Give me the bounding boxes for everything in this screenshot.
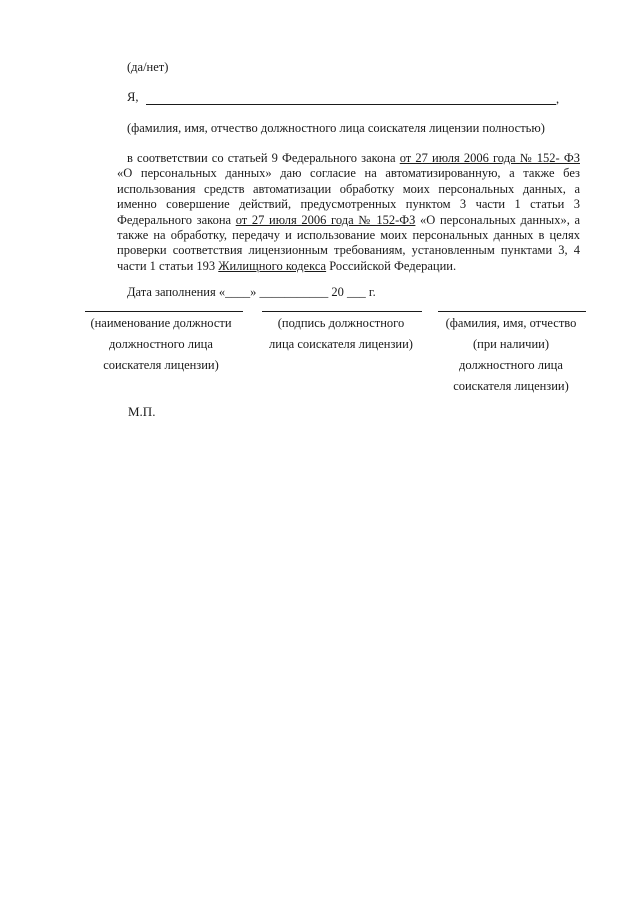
fill-date-suffix: г. bbox=[368, 285, 376, 299]
full-name-caption-line: (при наличии) bbox=[472, 337, 550, 351]
consent-paragraph bbox=[117, 151, 580, 274]
position-caption bbox=[78, 313, 244, 376]
yes-no-label: (да/нет) bbox=[127, 60, 169, 74]
fill-date-year-prefix: 20 bbox=[331, 285, 344, 299]
consent-text-part-1: в соответствии со статьей 9 Федерального закона bbox=[127, 151, 400, 165]
fill-date-close-quote: » bbox=[250, 285, 257, 299]
position-signature-line bbox=[85, 311, 243, 312]
full-name-caption-line: должностного лица bbox=[459, 358, 563, 372]
law-reference-link: от 27 июля 2006 года № 152- ФЗ bbox=[399, 151, 580, 165]
signature-caption-line: лица соискателя лицензии) bbox=[269, 337, 413, 351]
full-name-signature-line bbox=[438, 311, 586, 312]
fill-date-label: Дата заполнения « bbox=[127, 285, 226, 299]
law-reference-link: от 27 июля 2006 года № 152-ФЗ bbox=[235, 212, 416, 227]
fill-date-month: ___________ bbox=[259, 285, 329, 299]
consent-text bbox=[117, 151, 580, 274]
consent-text-part-2: «О персональных данных» даю согласие на автоматизированную, а также без использования средств автоматизации обработку моих персональных данных, а именно совершение действий, предусмотренных пунктом 3 части 1 статьи 3 Федерального закона bbox=[117, 166, 580, 227]
consent-text-part-3: «О персональных данных», а также на обработку, передачу и использование моих персональных данных в целях проверки соответствия лицензионным требованиям, установленным пунктами 3, 4 части 1 статьи 193 bbox=[117, 212, 581, 273]
fill-date-year: ___ bbox=[347, 285, 366, 299]
housing-code-reference-link: Жилищного кодекса bbox=[218, 258, 327, 273]
ya-label: Я, bbox=[127, 90, 139, 104]
full-name-caption-line: (фамилия, имя, отчество bbox=[445, 316, 577, 330]
signature-caption-line: (подпись должностного bbox=[277, 316, 405, 330]
position-caption-line: должностного лица bbox=[109, 337, 213, 351]
fill-date-day: ____ bbox=[225, 285, 251, 299]
full-name-caption bbox=[436, 313, 586, 397]
ya-comma: , bbox=[556, 92, 560, 106]
full-name-caption-line: соискателя лицензии) bbox=[453, 379, 569, 393]
consent-text-part-4: Российской Федерации. bbox=[326, 258, 457, 273]
signature-caption bbox=[260, 313, 422, 355]
fill-date-line bbox=[127, 285, 376, 300]
fio-fill-line bbox=[146, 104, 556, 105]
position-caption-line: (наименование должности bbox=[90, 316, 232, 330]
position-caption-line: соискателя лицензии) bbox=[103, 358, 219, 372]
signature-line bbox=[262, 311, 422, 312]
stamp-place-label: М.П. bbox=[128, 404, 156, 419]
fio-caption: (фамилия, имя, отчество должностного лица соискателя лицензии полностью) bbox=[127, 121, 545, 135]
